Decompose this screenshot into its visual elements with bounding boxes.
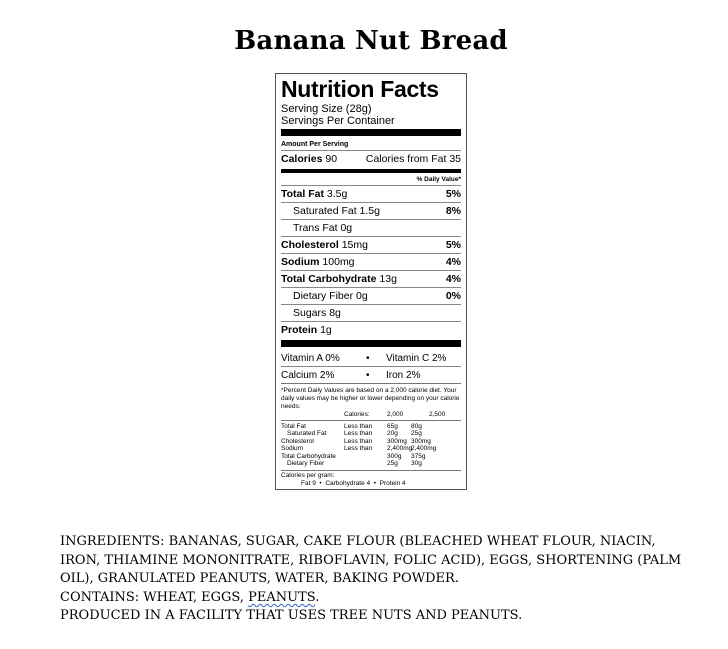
nutrient-row	[281, 219, 461, 236]
nutrient-name: Sugars	[293, 307, 327, 319]
daily-value-header: % Daily Value*	[416, 176, 461, 183]
nutrient-row	[281, 287, 461, 304]
dv-table-cell: 30g	[411, 460, 422, 467]
serving-size: Serving Size (28g)	[281, 103, 372, 115]
dv-table-header-cell: 2,500	[429, 411, 446, 418]
contains-suffix: .	[315, 589, 320, 605]
dv-table-cell: Total Carbohydrate	[281, 452, 336, 460]
daily-value-footnote: *Percent Daily Values are based on a 2,000 calorie diet. Your daily values may be higher or lower depending on your calorie needs:	[281, 387, 460, 410]
dv-table-cell: 375g	[411, 452, 426, 460]
dv-table-cell: Less than	[344, 430, 373, 437]
dv-table-cell: Less than	[344, 445, 373, 452]
nutrient-amount: 3.5g	[326, 188, 348, 200]
facility-statement: PRODUCED IN A FACILITY THAT USES TREE NUTS AND PEANUTS.	[60, 608, 523, 624]
calories-label: Calories	[281, 153, 323, 165]
calories-value: 90	[325, 153, 338, 165]
allergen-contains	[60, 589, 720, 608]
divider-thick	[281, 129, 461, 136]
ingredients-line: OIL), GRANULATED PEANUTS, WATER, BAKING POWDER.	[60, 571, 459, 587]
bullet-separator: •	[366, 369, 370, 381]
dv-table-cell: 300mg	[387, 437, 407, 445]
dv-table-cell: Cholesterol	[281, 437, 314, 445]
calories-fat-label: Calories from Fat	[365, 153, 447, 165]
nutrient-dv: 4%	[445, 273, 461, 285]
nutrition-facts-heading: Nutrition Facts	[281, 76, 439, 102]
nutrient-name: Saturated Fat	[293, 205, 357, 217]
amount-per-serving: Amount Per Serving	[281, 141, 349, 148]
dv-table-row	[281, 453, 461, 461]
divider-thin	[281, 470, 461, 471]
dv-table-cell: 25g	[387, 460, 398, 467]
dv-table-row	[281, 445, 461, 453]
nutrient-amount: 13g	[379, 273, 397, 285]
nutrient-row	[281, 304, 461, 321]
ingredients-line: INGREDIENTS: BANANAS, SUGAR, CAKE FLOUR (BLEACHED WHEAT FLOUR, NIACIN,	[60, 534, 656, 549]
nutrient-dv: 8%	[445, 205, 461, 217]
nutrient-row	[281, 236, 461, 253]
nutrient-amount: 1g	[320, 324, 332, 336]
divider-thin	[281, 383, 461, 384]
dv-table-cell: 65g	[387, 422, 398, 430]
dv-table-cell: Dietary Fiber	[287, 460, 325, 467]
calories-per-gram-protein: Protein 4	[379, 479, 406, 487]
nutrient-name: Protein	[281, 324, 318, 336]
product-title: Banana Nut Bread	[234, 26, 508, 56]
dv-table-header-cell: Calories:	[344, 411, 370, 418]
ingredients-line: IRON, THIAMINE MONONITRATE, RIBOFLAVIN, FOLIC ACID), EGGS, SHORTENING (PALM	[60, 552, 682, 568]
calories-per-gram-fat: Fat 9	[301, 479, 316, 487]
dv-table-row	[281, 423, 461, 431]
nutrient-amount: 100mg	[322, 256, 355, 268]
dv-table-cell: 300g	[387, 452, 402, 460]
nutrient-name: Sodium	[281, 256, 320, 268]
vitamin-right: Vitamin C 2%	[386, 352, 447, 364]
daily-value-table	[281, 411, 461, 468]
nutrient-amount: 0g	[356, 290, 368, 302]
calories-per-gram-values: Fat 9 • Carbohydrate 4 • Protein 4	[301, 479, 406, 487]
vitamin-right: Iron 2%	[386, 369, 421, 381]
nutrient-row	[281, 321, 461, 338]
nutrient-name: Dietary Fiber	[293, 290, 354, 302]
nutrient-amount: 1.5g	[359, 205, 380, 217]
spellcheck-flagged-word[interactable]: PEANUTS	[248, 589, 316, 605]
dv-table-cell: 2,400mg	[411, 445, 437, 452]
vitamin-left: Vitamin A 0%	[281, 352, 340, 364]
ingredients-block	[60, 533, 720, 626]
nutrient-row	[281, 202, 461, 219]
nutrient-name: Total Fat	[281, 188, 324, 200]
nutrient-dv: 4%	[445, 256, 461, 268]
dv-table-header	[281, 411, 461, 421]
dv-table-row	[281, 460, 461, 468]
calories-row	[281, 150, 461, 167]
vitamin-left: Calcium 2%	[281, 369, 335, 381]
nutrient-row	[281, 253, 461, 270]
dv-table-header-cell: 2,000	[387, 411, 404, 418]
calories-per-gram-label: Calories per gram:	[281, 471, 335, 479]
dv-table-cell: Sodium	[281, 445, 304, 452]
dv-table-row	[281, 438, 461, 446]
divider-medium	[281, 169, 461, 173]
dv-table-row	[281, 430, 461, 438]
servings-per-container: Servings Per Container	[281, 115, 395, 127]
dv-table-cell: 25g	[411, 430, 422, 437]
dv-table-cell: 80g	[411, 422, 422, 430]
dv-table-cell: Less than	[344, 437, 373, 445]
dv-table-cell: Less than	[344, 422, 373, 430]
nutrient-name: Total Carbohydrate	[281, 273, 377, 285]
calories-fat-value: 35	[449, 153, 461, 165]
bullet-separator: •	[366, 352, 370, 364]
divider-thick	[281, 340, 461, 347]
nutrient-row	[281, 270, 461, 287]
nutrient-dv: 5%	[445, 239, 461, 251]
vitamin-row	[281, 366, 461, 383]
nutrient-name: Cholesterol	[281, 239, 339, 251]
nutrient-amount: 8g	[329, 307, 341, 319]
dv-table-cell: 20g	[387, 430, 398, 437]
dv-table-cell: Saturated Fat	[287, 430, 327, 437]
dv-table-cell: 2,400mg	[387, 445, 413, 452]
nutrient-amount: 15mg	[341, 239, 368, 251]
dv-table-cell: Total Fat	[281, 422, 306, 430]
contains-prefix: CONTAINS: WHEAT, EGGS,	[60, 589, 249, 605]
nutrient-amount: 0g	[340, 222, 353, 234]
nutrient-name: Trans Fat	[293, 222, 338, 234]
nutrient-dv: 0%	[445, 290, 461, 302]
nutrient-dv: 5%	[445, 188, 461, 200]
nutrient-row	[281, 185, 461, 202]
nutrition-facts-label	[275, 73, 467, 490]
calories-per-gram-carbohydrate: Carbohydrate 4	[325, 479, 371, 487]
vitamin-row	[281, 350, 461, 366]
dv-table-cell: 300mg	[411, 437, 431, 445]
